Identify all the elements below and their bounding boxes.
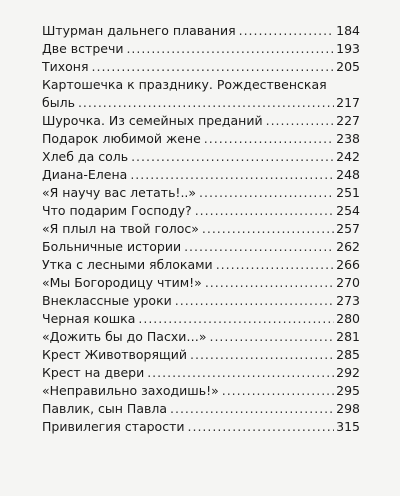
- toc-entry: [42, 328, 360, 346]
- toc-entry-title: «Я научу вас летать!..»: [42, 185, 197, 200]
- toc-entry: [42, 58, 360, 76]
- toc-entry-page: 193: [336, 41, 360, 56]
- toc-entry-page: 266: [336, 257, 360, 272]
- toc-entry: [42, 112, 360, 130]
- toc-leader-dots: [147, 364, 334, 382]
- toc-entry-title: Подарок любимой жене: [42, 131, 201, 146]
- toc-entry: [42, 184, 360, 202]
- toc-entry: [42, 94, 360, 112]
- toc-leader-dots: [205, 274, 334, 292]
- toc-entry-title: Две встречи: [42, 41, 124, 56]
- toc-entry-title: Что подарим Господу?: [42, 203, 192, 218]
- toc-entry: [42, 220, 360, 238]
- toc-entry-page: 242: [336, 149, 360, 164]
- toc-entry: [42, 346, 360, 364]
- toc-entry-title: Крест на двери: [42, 365, 145, 380]
- toc-leader-dots: [78, 94, 334, 112]
- toc-leader-dots: [199, 184, 334, 202]
- toc-entry-title: Привилегия старости: [42, 419, 185, 434]
- toc-entry-page: 254: [336, 203, 360, 218]
- toc-entry-title: Больничные истории: [42, 239, 182, 254]
- toc-entry: [42, 274, 360, 292]
- toc-entry-page: 280: [336, 311, 360, 326]
- toc-entry-page: 298: [336, 401, 360, 416]
- toc-leader-dots: [190, 346, 334, 364]
- toc-leader-dots: [204, 130, 334, 148]
- toc-entry: [42, 310, 360, 328]
- toc-entry-title-line1: Картошечка к празднику. Рождественская: [42, 77, 327, 92]
- toc-leader-dots: [138, 310, 334, 328]
- toc-leader-dots: [92, 58, 335, 76]
- toc-entry-title: Павлик, сын Павла: [42, 401, 167, 416]
- toc-entry-title: Шурочка. Из семейных преданий: [42, 113, 263, 128]
- toc-entry-title: Тихоня: [42, 59, 89, 74]
- toc-entry-page: 238: [336, 131, 360, 146]
- toc-entry: [42, 22, 360, 40]
- toc-entry-page: 205: [336, 59, 360, 74]
- toc-entry: [42, 382, 360, 400]
- toc-entry-page: 217: [336, 95, 360, 110]
- toc-entry: [42, 40, 360, 58]
- toc-entry-page: 270: [336, 275, 360, 290]
- toc-entry-title: быль: [42, 95, 75, 110]
- toc-entry-page: 248: [336, 167, 360, 182]
- toc-entry: [42, 418, 360, 436]
- toc-entry-title: Крест Животворящий: [42, 347, 188, 362]
- toc-leader-dots: [222, 382, 334, 400]
- toc-leader-dots: [216, 256, 334, 274]
- toc-entry: [42, 130, 360, 148]
- toc-entry-page: 281: [336, 329, 360, 344]
- toc-leader-dots: [175, 292, 334, 310]
- toc-entry-title: Хлеб да соль: [42, 149, 129, 164]
- toc-entry: [42, 256, 360, 274]
- toc-entry: [42, 400, 360, 418]
- toc-entry-title: «Неправильно заходишь!»: [42, 383, 219, 398]
- toc-entry-title: «Мы Богородицу чтим!»: [42, 275, 202, 290]
- toc-entry-title: Диана-Елена: [42, 167, 128, 182]
- toc-entry-page: 262: [336, 239, 360, 254]
- toc-leader-dots: [239, 22, 335, 40]
- toc-leader-dots: [130, 166, 334, 184]
- toc-entry: [42, 202, 360, 220]
- toc-entry-page: 315: [336, 419, 360, 434]
- toc-leader-dots: [184, 238, 334, 256]
- toc-leader-dots: [266, 112, 335, 130]
- table-of-contents: [42, 22, 360, 436]
- toc-entry-page: 184: [336, 23, 360, 38]
- toc-entry-page: 227: [336, 113, 360, 128]
- toc-leader-dots: [188, 418, 335, 436]
- toc-entry: [42, 148, 360, 166]
- toc-leader-dots: [202, 220, 334, 238]
- toc-entry-title: Утка с лесными яблоками: [42, 257, 213, 272]
- toc-entry-title: Внеклассные уроки: [42, 293, 172, 308]
- toc-entry-page: 257: [336, 221, 360, 236]
- toc-entry-title: «Я плыл на твой голос»: [42, 221, 199, 236]
- toc-entry-title: Штурман дальнего плавания: [42, 23, 236, 38]
- toc-entry: [42, 238, 360, 256]
- toc-leader-dots: [126, 40, 334, 58]
- toc-leader-dots: [209, 328, 334, 346]
- toc-entry: [42, 364, 360, 382]
- toc-entry: [42, 292, 360, 310]
- toc-leader-dots: [170, 400, 334, 418]
- toc-entry-title: Черная кошка: [42, 311, 136, 326]
- toc-entry-title: «Дожить бы до Пасхи…»: [42, 329, 207, 344]
- toc-entry-page: 292: [336, 365, 360, 380]
- toc-leader-dots: [131, 148, 334, 166]
- toc-entry-page: 295: [336, 383, 360, 398]
- toc-entry-page: 273: [336, 293, 360, 308]
- toc-entry-page: 251: [336, 185, 360, 200]
- toc-leader-dots: [195, 202, 334, 220]
- toc-entry-page: 285: [336, 347, 360, 362]
- toc-entry: [42, 166, 360, 184]
